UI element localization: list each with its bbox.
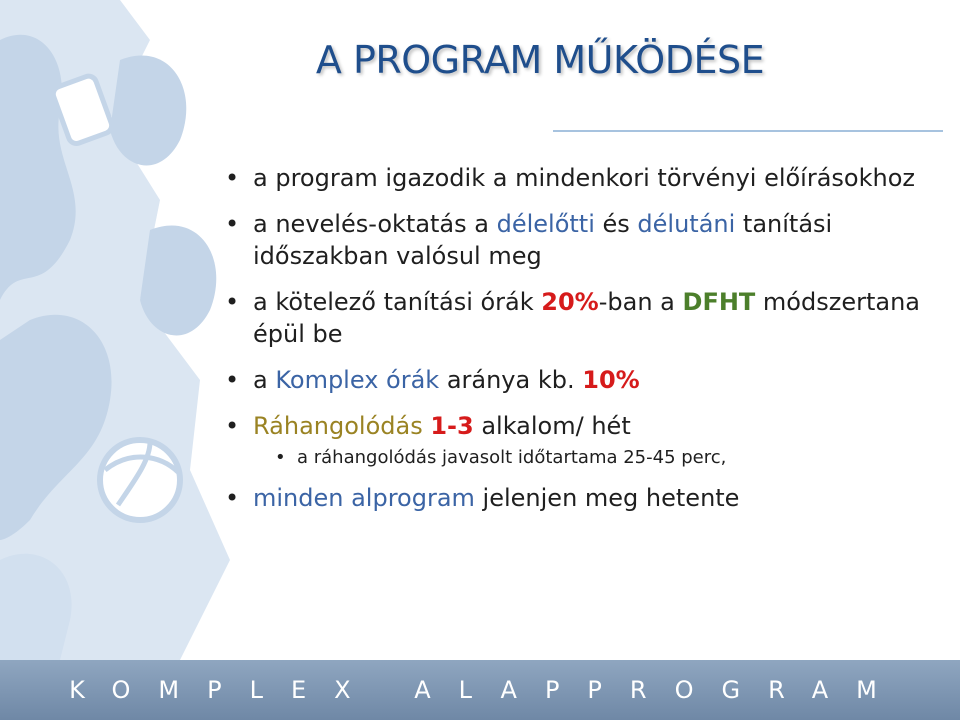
bullet-text-segment: 20% bbox=[541, 288, 599, 316]
bullet-text-segment: délelőtti bbox=[496, 210, 595, 238]
bullet-marker: • bbox=[225, 366, 240, 394]
bullet-text-segment: a kötelező tanítási órák bbox=[253, 288, 542, 316]
bullet-marker: • bbox=[225, 412, 240, 440]
bullet-marker: • bbox=[225, 484, 240, 512]
bullet-marker: • bbox=[225, 210, 240, 238]
title-divider bbox=[553, 130, 943, 132]
bullet-marker: • bbox=[225, 164, 240, 192]
bullet-text-segment: minden alprogram bbox=[253, 484, 475, 512]
bullet-text-segment: alkalom/ hét bbox=[473, 412, 631, 440]
bullet-text-segment: jelenjen meg hetente bbox=[474, 484, 740, 512]
footer-text: KOMPLEX ALAPPROGRAM bbox=[69, 676, 905, 704]
slide-title: A PROGRAM MŰKÖDÉSE bbox=[315, 38, 765, 82]
bullet-text-segment: Komplex órák bbox=[275, 366, 440, 394]
bullet-text-segment: -ban a bbox=[598, 288, 683, 316]
bullet-text-segment: aránya kb. bbox=[439, 366, 583, 394]
bullet-item bbox=[225, 364, 925, 396]
bullet-text-segment: és bbox=[594, 210, 638, 238]
bullet-text-segment: tanítási időszakban valósul meg bbox=[253, 210, 833, 270]
bullet-text-segment: 10% bbox=[582, 366, 640, 394]
bullet-text-segment: délutáni bbox=[637, 210, 736, 238]
sub-bullet-item bbox=[275, 446, 925, 470]
bullet-text-segment: DFHT bbox=[682, 288, 756, 316]
bullet-item bbox=[225, 410, 925, 442]
bullet-item bbox=[225, 162, 925, 194]
bullet-text-segment: a ráhangolódás javasolt időtartama 25-45 perc, bbox=[297, 447, 727, 468]
bullet-text-segment: a bbox=[253, 366, 276, 394]
ball-icon bbox=[100, 440, 180, 520]
bullet-item bbox=[225, 482, 925, 514]
bullet-item bbox=[225, 286, 925, 350]
bullet-text-segment: módszertana épül be bbox=[253, 288, 920, 348]
bullet-text-segment: 1-3 bbox=[430, 412, 474, 440]
bullet-marker: • bbox=[225, 288, 240, 316]
bullet-marker: • bbox=[275, 447, 286, 468]
bullet-text-segment: a nevelés-oktatás a bbox=[253, 210, 497, 238]
bullet-list bbox=[225, 162, 925, 528]
bullet-item bbox=[225, 208, 925, 272]
bullet-text-segment: a program igazodik a mindenkori törvényi előírásokhoz bbox=[253, 164, 916, 192]
bullet-text-segment: Ráhangolódás bbox=[253, 412, 423, 440]
